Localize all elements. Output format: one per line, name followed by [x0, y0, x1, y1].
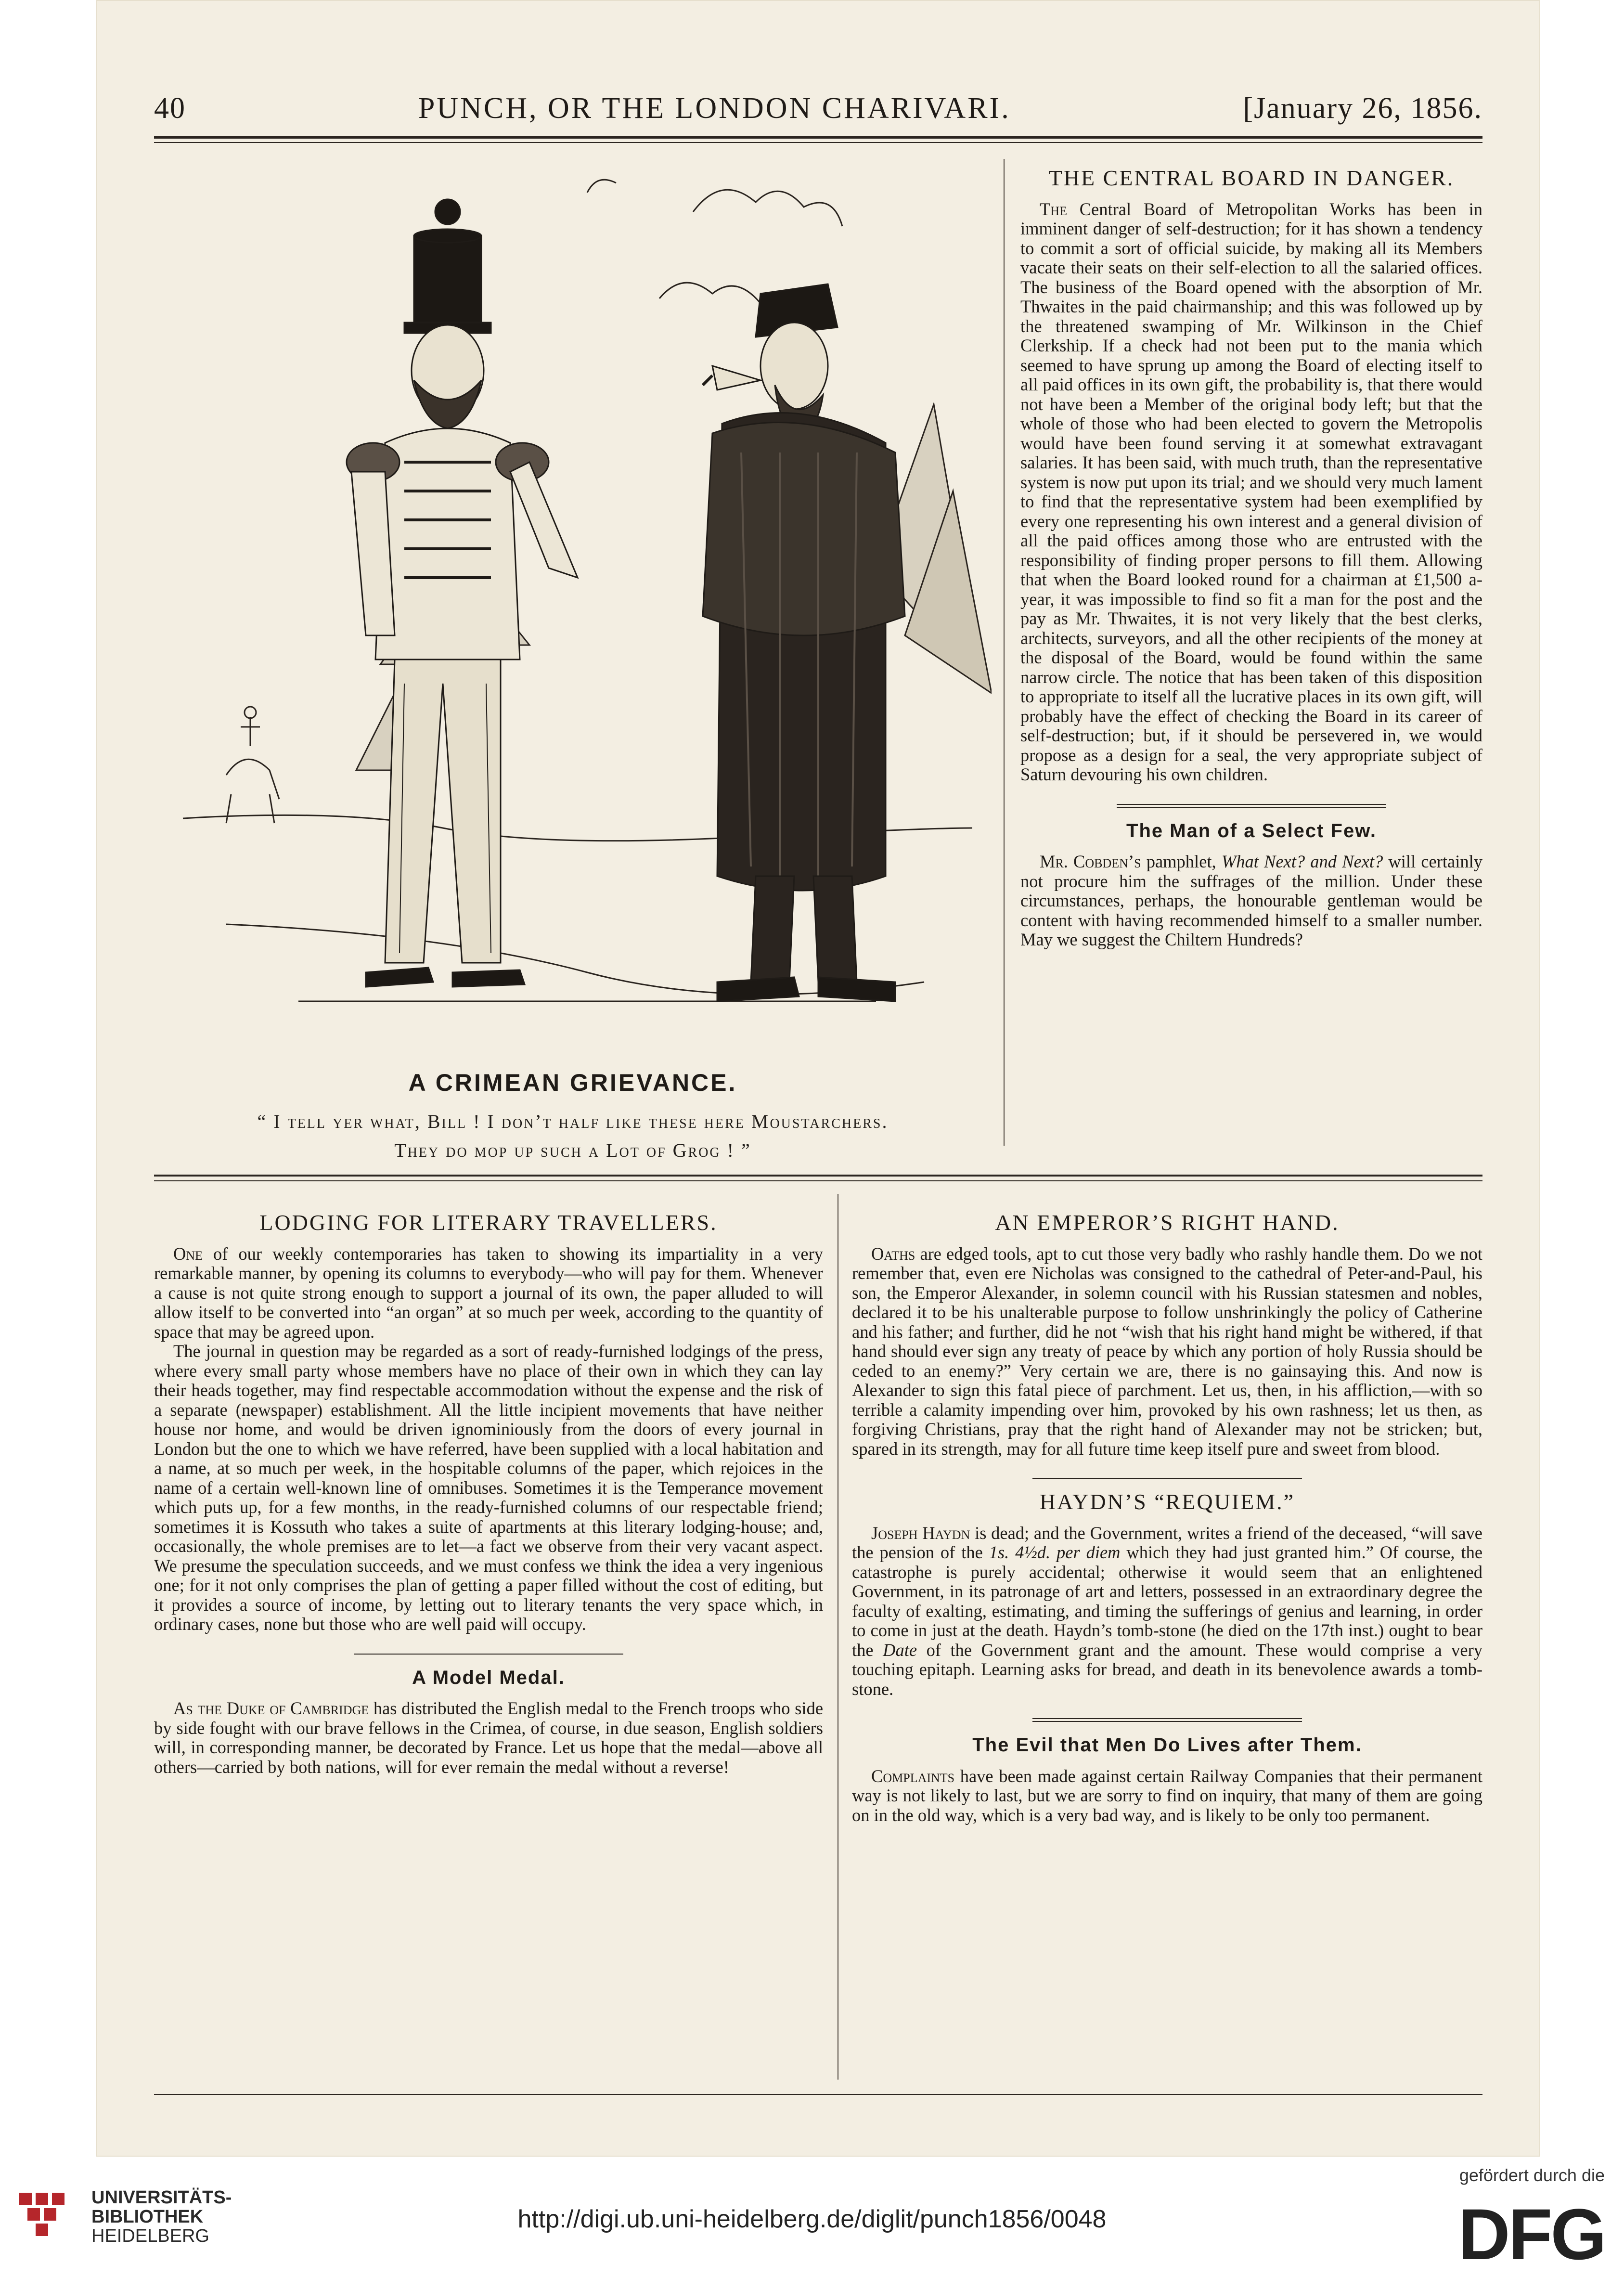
haydn-text-b: which they had just granted him.” Of course, the catastrophe is purely accidental; otherwise it would seem that an enlightened Government, in its patronage of art and letters, possessed in an extraordinary degree the faculty of exalting, estimating, and timing the sufferings of genius and learning, in order to come in just at the death. Haydn’s tomb-stone (he died on the 17th inst.) ought to bear the [852, 1542, 1483, 1660]
divider [1117, 807, 1386, 808]
central-board-text: Central Board of Metropolitan Works has been in imminent danger of self-destruction; for it has shown a tendency to commit a sort of official suicide, by making all its Members vacate their seats on their self-election to all the salaried offices. The business of the Board opened with the absorption of Mr. Thwaites in the paid chairmanship; and this was followed up by the threatened swamping of Mr. Wilkinson in the Chief Clerkship. If a check had not been put to the mania which seemed to have sprung up among the Board of electing itself to all paid offices in its own gift, the probability is, that there would not have been a Member of the original body left; but that the whole of those who had been elected to govern the Metropolis would have been found serving it at somewhat extravagant salaries. It has been said, with much truth, than the representative system is now put upon its trial; and we should very much lament to find that the representative system had been exemplified by every one representing his own interest and a general division of all the paid offices among those who are entrusted with the responsibility of finding proper persons to fill them. Allowing that when the Board looked round for a chairman at £1,500 a-year, it was impossible to find so fit a man for the post and the pay as Mr. Thwaites, it is not very likely that the best clerks, architects, surveyors, and all the other recipients of the money at the disposal of the Board, would be found within the same narrow circle. The notice that has been taken of this disposition to appropriate to itself all the lucrative places in its own gift, will probably have the effect of checking the Board in its career of self-destruction; but, if it should be persevered in, we would propose as a design for a seal, the very appropriate subject of Saturn devouring his own children. [1020, 199, 1482, 784]
crimean-grievance-cartoon [154, 154, 992, 1059]
divider [1032, 1478, 1302, 1479]
emperor-body [852, 1244, 1482, 1459]
headline-select-few: The Man of a Select Few. [1126, 820, 1377, 841]
lodging-p2: The journal in question may be regarded as a sort of ready-furnished lodgings of the press, where every small party whose members have no place of their own in which they can lay their heads together, may find respectable accommodation without the expense and the risk of a separate (newspaper) establishment. All the little incipient movements that have neither house nor home, and would be driven ignominiously from the doors of every journal in London but the one to which we have referred, have been supplied with a local habitation and a name, at so much per week, in the hospitable columns of the paper, which rejoices in the name of a certain well-known line of omnibuses. Sometimes it is the Temperance movement which puts up, for a few months, in the ready-furnished columns of our respectable friend; sometimes it is Kossuth who takes a suite of apartments at this literary lodging-house; and, occasionally, the whole premises are to let—a fact we observe from their very vacant aspect. We presume the speculation succeeds, and we must confess we think the idea a very ingenious one; for it not only comprises the plan of getting a paper filled without the cost of editing, but it provides a source of income, by letting out to literary tenants the very space which, in ordinary cases, none but those who are well paid will occupy. [154, 1341, 823, 1634]
emperor-lead: Oaths [871, 1243, 915, 1264]
dfg-logo: DFG [1458, 2194, 1605, 2275]
evil-text: have been made against certain Railway Companies that their permanent way is not likely to last, but we are sorry to find on inquiry, that many of them are going on in the old way, which is a very bad way, and is likely to be only too permanent. [852, 1766, 1483, 1825]
lodging-p1-text: of our weekly contemporaries has taken to showing its impartiality in a very remarkable manner, by opening its columns to everybody—who will pay for them. Whenever a cause is not quite strong enough to support a journal of its own, the paper alluded to will allow itself to be converted into “an organ” at so much per week, according to the quantity of space that may be agreed upon. [154, 1243, 824, 1342]
haydn-pension-amount: 1s. 4½d. per diem [989, 1542, 1121, 1562]
select-few-pamphlet-title: What Next? and Next? [1221, 852, 1383, 871]
evil-lead: Complaints [871, 1766, 955, 1786]
source-url-link[interactable]: http://digi.ub.uni-heidelberg.de/diglit/punch1856/0048 [517, 2205, 1107, 2233]
evil-body [852, 1767, 1482, 1825]
header-rule-thin [154, 142, 1482, 143]
bottom-rule [154, 2094, 1482, 2095]
library-line1: UNIVERSITÄTS- [91, 2187, 232, 2208]
masthead-title: PUNCH, OR THE LONDON CHARIVARI. [418, 92, 1011, 125]
central-board-lead: The [1040, 199, 1067, 219]
haydn-body [852, 1524, 1482, 1699]
headline-emperor: AN EMPEROR’S RIGHT HAND. [995, 1210, 1340, 1235]
divider [354, 1654, 623, 1655]
divider [1032, 1718, 1302, 1719]
model-medal-lead: As the Duke of Cambridge [173, 1698, 369, 1718]
haydn-lead: Joseph Haydn [871, 1523, 970, 1543]
central-board-body [1020, 200, 1482, 785]
emperor-text: are edged tools, apt to cut those very badly who rashly handle them. Do we not remember that, even ere Nicholas was consigned to the cathedral of Peter-and-Paul, his son, the Emperor Alexander, in solemn council with his Russian statesmen and nobles, declared it to be his unalterable purpose to follow unshrinkingly the policy of Catherine and his father; and further, did he not “wish that his right hand might be withered, if that hand should ever sign any treaty of peace by which any portion of holy Russia should be ceded to an enemy?” Very certain we are, there is no gainsaying this. And now is Alexander to sign this fatal piece of parchment. Let us, then, in his affliction,—with so terrible a calamity impending over him, provoked by his own rashness; let us then, as forgiving Christians, pray that the right hand of Alexander may not be stricken; but, spared in its strength, may for all future time keep itself pure and sweet from blood. [852, 1243, 1482, 1459]
select-few-text-a: pamphlet, [1146, 852, 1216, 871]
haydn-text-c: of the Government grant and the amount. These would comprise a very touching epitaph. Learning asks for bread, and death in its benevolence awards a tomb-stone. [852, 1640, 1483, 1699]
header-rule-thick [154, 136, 1482, 139]
select-few-body [1020, 852, 1482, 950]
newspaper-page [96, 0, 1540, 2157]
column-divider-upper [1004, 159, 1005, 1146]
headline-lodging: LODGING FOR LITERARY TRAVELLERS. [259, 1210, 718, 1235]
cartoon-title: A CRIMEAN GRIEVANCE. [408, 1069, 737, 1096]
page-number: 40 [154, 92, 186, 125]
cartoon-caption [154, 1107, 992, 1165]
funder-label: gefördert durch die [1459, 2165, 1605, 2185]
page-header [154, 91, 1482, 135]
select-few-text-b: will certainly not procure him the suffrages of the million. Under these circumstances, perhaps, the honourable gentleman would be content with having recommended himself to a smaller number. May we suggest the Chiltern Hundreds? [1020, 852, 1483, 949]
section-rule-thick [154, 1175, 1482, 1177]
cartoon-caption-line1: “ I tell yer what, Bill ! I don’t half like these here Moustarchers. [257, 1111, 889, 1132]
headline-central-board: THE CENTRAL BOARD IN DANGER. [1048, 166, 1455, 190]
divider [1032, 1721, 1302, 1722]
article-lodging [154, 1210, 824, 1777]
library-line3: HEIDELBERG [91, 2226, 209, 2246]
headline-haydn: HAYDN’S “REQUIEM.” [1039, 1489, 1295, 1514]
haydn-date-word: Date [883, 1640, 917, 1660]
lodging-lead: One [173, 1243, 203, 1264]
lodging-p1 [154, 1244, 823, 1342]
divider [1117, 804, 1386, 805]
model-medal-body [154, 1699, 823, 1777]
section-rule-thin [154, 1180, 1482, 1181]
cartoon-caption-line2: They do mop up such a Lot of Grog ! ” [394, 1139, 751, 1161]
select-few-lead: Mr. Cobden’s [1040, 852, 1141, 871]
headline-evil: The Evil that Men Do Lives after Them. [972, 1734, 1362, 1756]
issue-date: [January 26, 1856. [1243, 92, 1482, 125]
model-medal-text: has distributed the English medal to the French troops who side by side fought with our brave fellows in the Crimea, of course, in due season, English soldiers will, in corresponding manner, be decorated by France. Let us hope that the medal—above all others—carried by both nations, will for ever remain the medal without a reverse! [154, 1698, 824, 1777]
library-line2: BIBLIOTHEK [91, 2207, 204, 2227]
article-emperor [852, 1210, 1483, 1825]
article-central-board [1020, 168, 1482, 950]
haydn-text-a: is dead; and the Government, writes a friend of the deceased, “will save the pension of the [852, 1523, 1483, 1562]
headline-model-medal: A Model Medal. [412, 1667, 565, 1688]
